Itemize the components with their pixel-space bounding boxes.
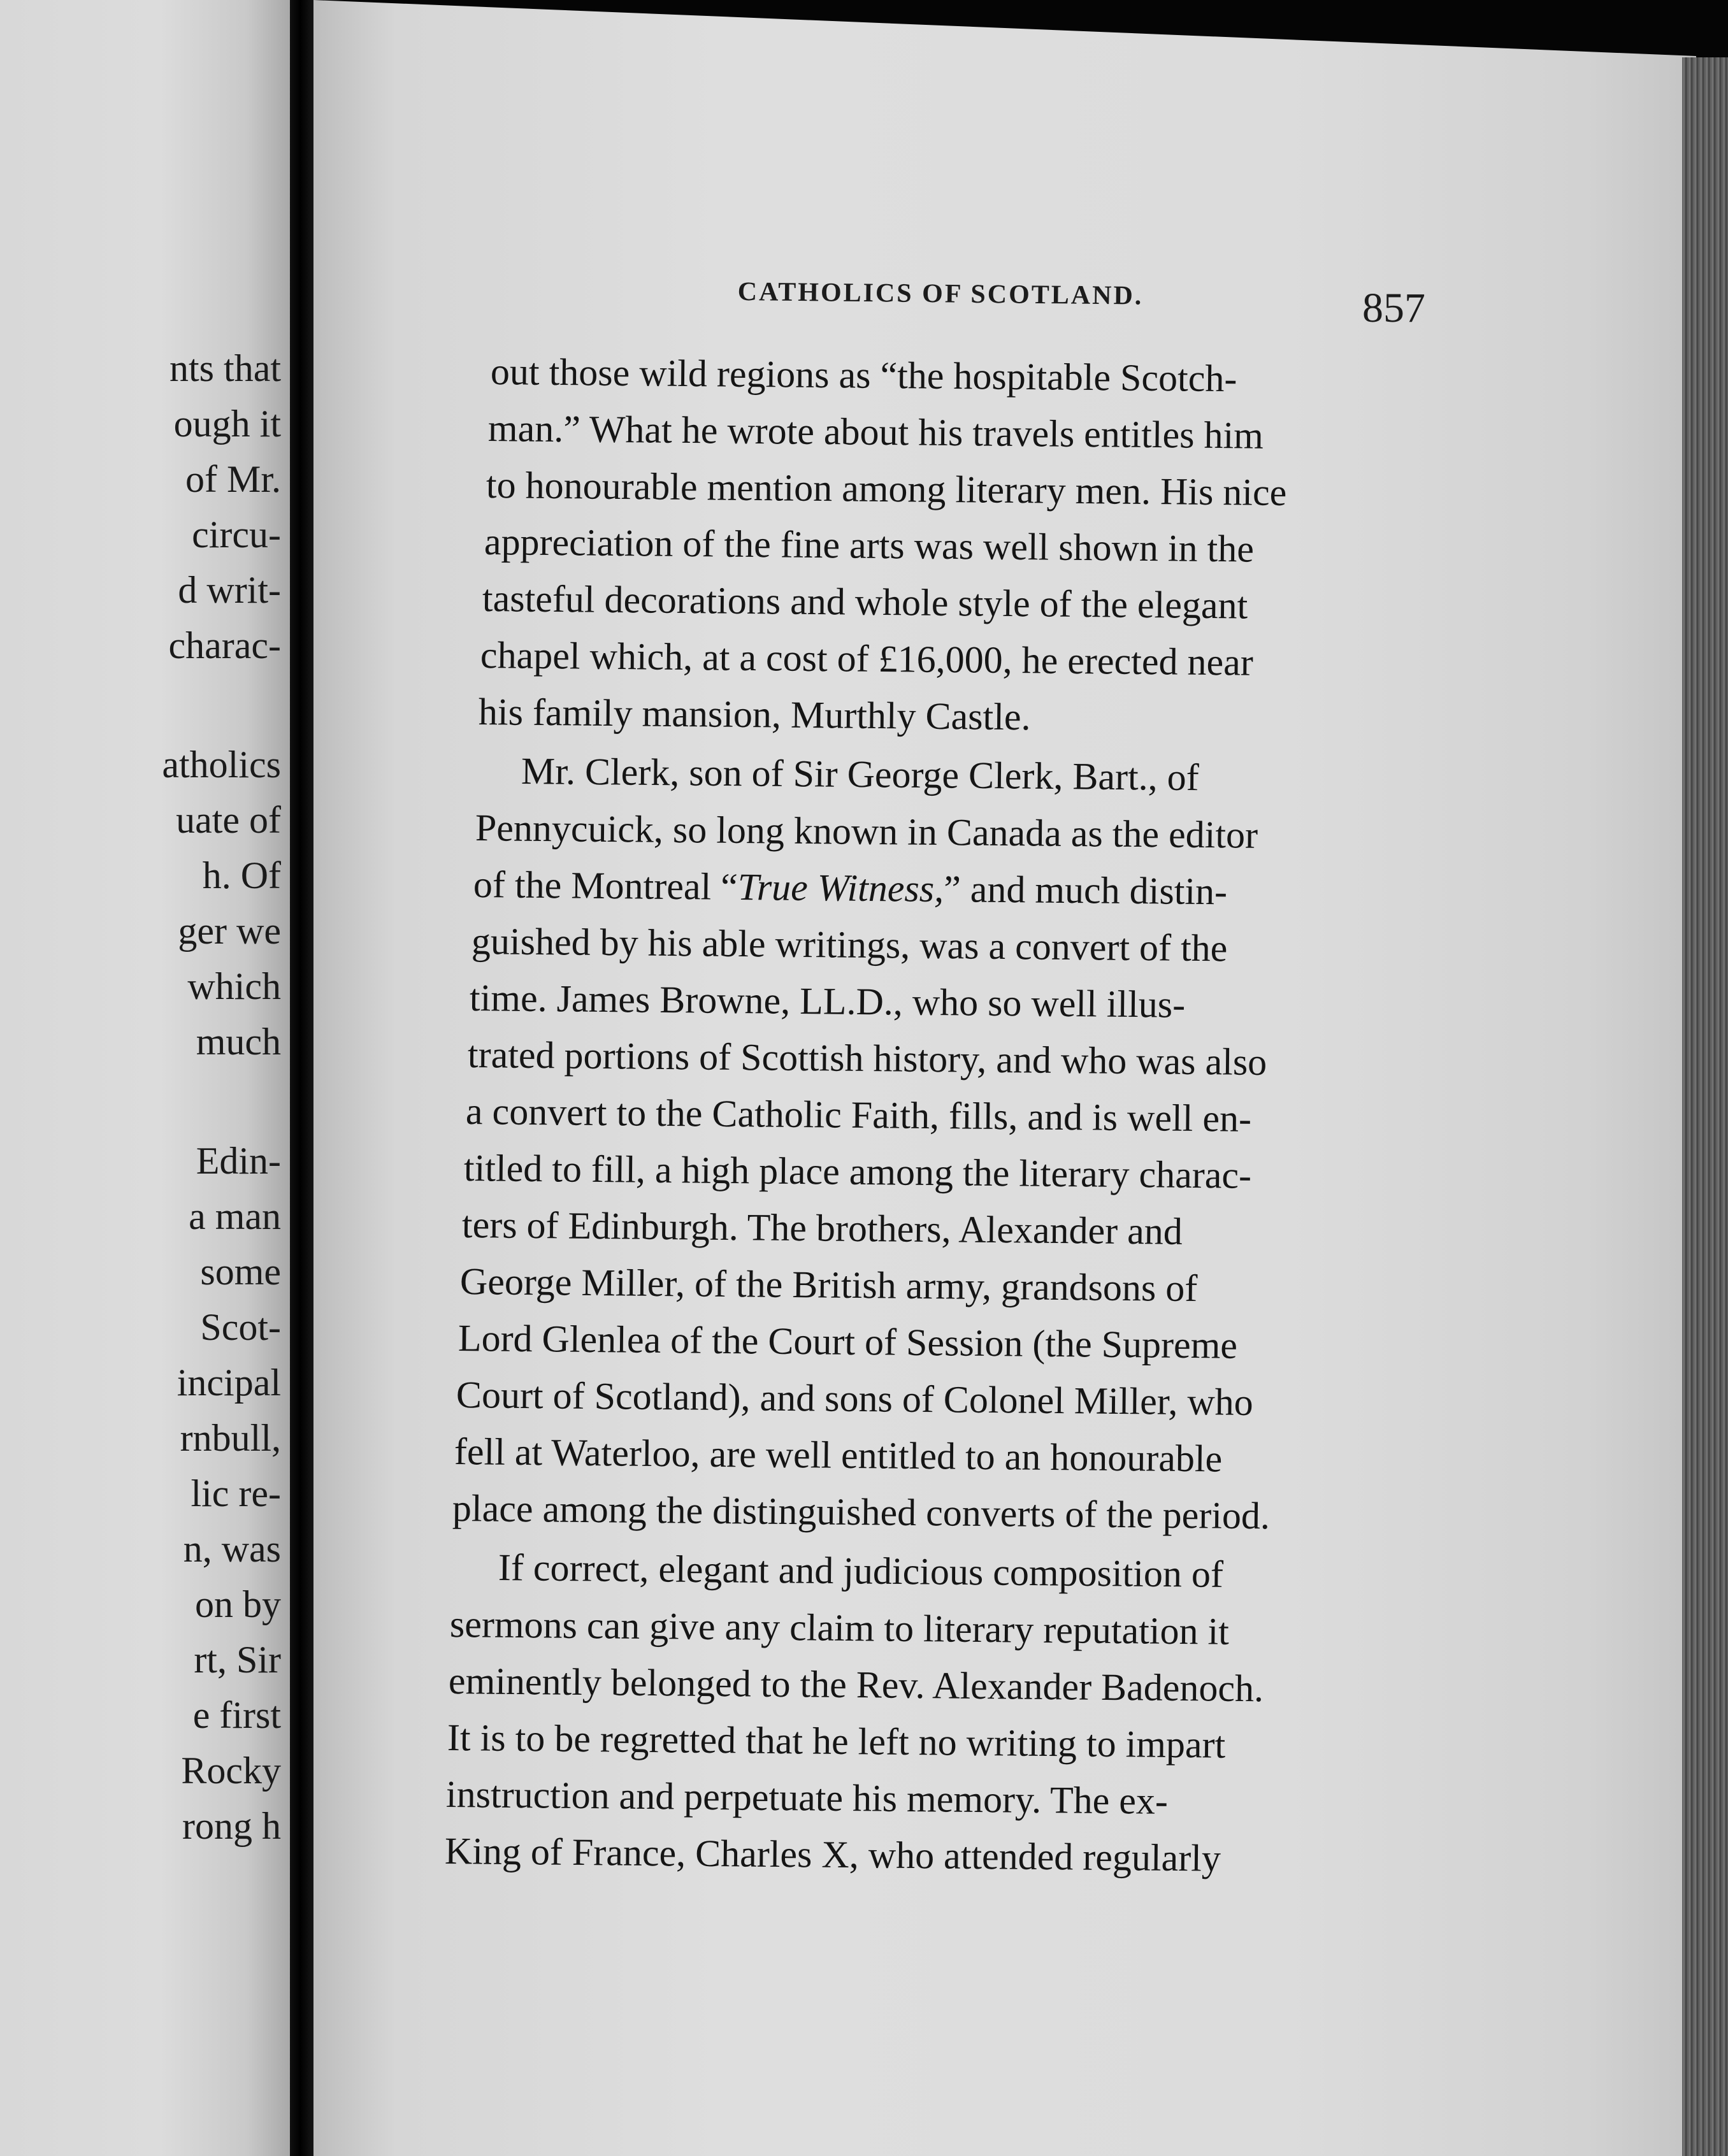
body-line-27: King of France, Charles X, who attended regularly — [444, 1830, 1221, 1879]
body-line-3: to honourable mention among literary men. His nice — [486, 464, 1287, 514]
body-line-10-start: of the Montreal “ — [473, 863, 738, 908]
left-line-16: a man — [189, 1195, 281, 1237]
left-line-24: rt, Sir — [194, 1639, 281, 1681]
body-line-25: It is to be regretted that he left no writing to impart — [447, 1716, 1226, 1766]
left-line-23: on by — [195, 1583, 281, 1625]
body-line-13: trated portions of Scottish history, and who was also — [467, 1033, 1267, 1084]
left-line-3: of Mr. — [185, 458, 281, 500]
left-line-15: Edin- — [196, 1140, 281, 1182]
left-line-5: d writ- — [178, 569, 281, 611]
body-line-10 — [473, 863, 1228, 913]
left-line-10: h. Of — [202, 854, 281, 896]
body-line-5: tasteful decorations and whole style of the elegant — [482, 577, 1248, 627]
left-line-22: n, was — [183, 1528, 281, 1570]
body-line-2: man.” What he wrote about his travels entitles him — [487, 407, 1264, 457]
body-line-7: his family mansion, Murthly Castle. — [478, 691, 1031, 738]
left-line-17: some — [200, 1251, 281, 1293]
body-line-20: fell at Waterloo, are well entitled to an honourable — [454, 1430, 1223, 1480]
left-line-13: much — [196, 1021, 281, 1063]
body-line-18: Lord Glenlea of the Court of Session (the Supreme — [457, 1317, 1238, 1367]
left-line-18: Scot- — [200, 1306, 281, 1348]
left-line-12: which — [187, 965, 281, 1007]
left-line-6: charac- — [168, 624, 281, 666]
body-line-26: instruction and perpetuate his memory. The ex- — [445, 1773, 1169, 1822]
body-line-15: titled to fill, a high place among the literary charac- — [463, 1147, 1252, 1197]
left-line-8: atholics — [162, 744, 281, 786]
body-line-24: eminently belonged to the Rev. Alexander Badenoch. — [448, 1660, 1264, 1710]
left-line-4: circu- — [192, 514, 281, 556]
body-line-10-end: ” and much distin- — [943, 868, 1228, 913]
body-line-11: guished by his able writings, was a convert of the — [471, 920, 1228, 970]
left-line-1: nts that — [169, 347, 281, 389]
left-line-9: uate of — [176, 799, 281, 841]
body-line-16: ters of Edinburgh. The brothers, Alexander and — [461, 1204, 1183, 1253]
body-line-12: time. James Browne, LL.D., who so well illus- — [469, 977, 1186, 1026]
body-line-6: chapel which, at a cost of £16,000, he erected near — [480, 634, 1254, 684]
body-line-23: sermons can give any claim to literary reputation it — [449, 1603, 1230, 1653]
left-line-2: ough it — [173, 403, 281, 445]
body-line-17: George Miller, of the British army, grandsons of — [459, 1260, 1198, 1310]
newspaper-title: True Witness, — [737, 865, 944, 910]
body-line-22: If correct, elegant and judicious composition of — [498, 1546, 1224, 1595]
left-line-19: incipal — [176, 1362, 281, 1404]
left-line-21: lic re- — [191, 1472, 281, 1514]
running-head: CATHOLICS OF SCOTLAND. — [737, 277, 1144, 311]
page-number: 857 — [1362, 285, 1425, 331]
body-line-9: Pennycuick, so long known in Canada as the editor — [475, 807, 1258, 856]
left-line-11: ger we — [178, 910, 281, 952]
body-line-21: place among the distinguished converts of the period. — [452, 1487, 1271, 1537]
left-line-27: rong h — [182, 1805, 281, 1847]
body-line-14: a convert to the Catholic Faith, fills, and is well en- — [465, 1090, 1252, 1140]
body-line-19: Court of Scotland), and sons of Colonel Miller, who — [456, 1374, 1254, 1424]
left-line-20: rnbull, — [180, 1417, 281, 1459]
body-line-8: Mr. Clerk, son of Sir George Clerk, Bart., of — [521, 750, 1200, 799]
body-line-1: out those wild regions as “the hospitable Scotch- — [490, 350, 1237, 400]
left-line-25: e first — [192, 1694, 281, 1736]
left-line-26: Rocky — [181, 1750, 281, 1792]
body-line-4: appreciation of the fine arts was well shown in the — [484, 521, 1255, 570]
